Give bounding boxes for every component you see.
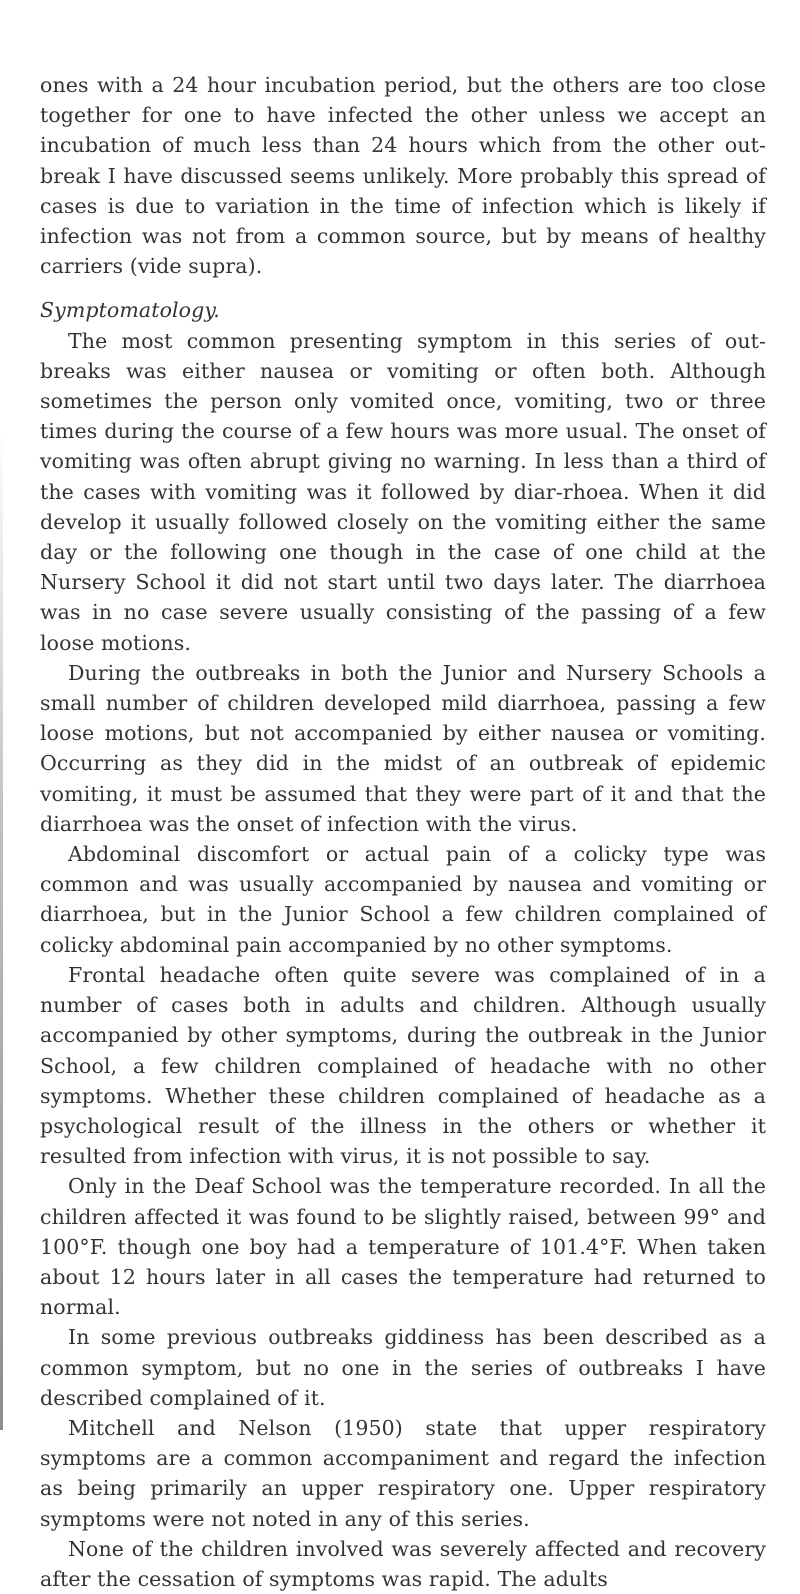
paragraph: During the outbreaks in both the Junior and Nursery Schools a small number of children developed mild diarrhoea, passing a few loose motions, but not accompanied by either nausea or vomiting. Occurring as they did in the midst of an outbreak of epidemic vomiting, it must be assumed that they were part of it and that the diarrhoea was the onset of infection with the virus. — [40, 660, 766, 836]
paragraph: Only in the Deaf School was the temperature recorded. In all the children affected it was found to be slightly raised, between 99° and 100°F. though one boy had a temperature of 101.4°F. When taken about 12 hours later in all cases the temperature had returned to normal. — [40, 1174, 766, 1320]
paragraph: The most common presenting symptom in this series of out-breaks was either nausea or vomiting or often both. Although sometimes the person only vomited once, vomiting, two or three times during the course of a few hours was more usual. The onset of vomiting was often abrupt giving no warning. In less than a third of the cases with vomiting was it followed by diar-rhoea. When it did develop it usually followed closely on the vomiting either the same day or the following one though in the case of one child at the Nursery School it did not start until two days later. The diarrhoea was in no case severe usually consisting of the passing of a few loose motions. — [40, 328, 766, 655]
paragraph: None of the children involved was severely affected and recovery after the cessation of symptoms was rapid. The adults — [40, 1536, 766, 1591]
paragraph: Mitchell and Nelson (1950) state that upper respiratory symptoms are a common accompaniment and regard the infection as being primarily an upper respiratory one. Upper respiratory symptoms were not noted in any of this series. — [40, 1415, 766, 1531]
paragraph-intro: ones with a 24 hour incubation period, but the others are too close together for one to have infected the other unless we accept an incubation of much less than 24 hours which from the other out-break I have discussed seems unlikely. More probably this spread of cases is due to variation in the time of infection which is likely if infection was not from a common source, but by means of healthy carriers (vide supra). — [40, 73, 766, 279]
body-text — [40, 70, 766, 1594]
paragraph: Abdominal discomfort or actual pain of a colicky type was common and was usually accompanied by nausea and vomiting or diarrhoea, but in the Junior School a few children complained of colicky abdominal pain accompanied by no other symptoms. — [40, 842, 766, 957]
paragraph: Frontal headache often quite severe was complained of in a number of cases both in adults and children. Although usually accompanied by other symptoms, during the outbreak in the Junior School, a few children complained of headache with no other symptoms. Whether these children complained of headache as a psychological result of the illness in the others or whether it resulted from infection with virus, it is not possible to say. — [40, 962, 766, 1169]
paragraph: In some previous outbreaks giddiness has been described as a common symptom, but no one in the series of outbreaks I have described complained of it. — [40, 1325, 766, 1410]
section-heading: Symptomatology. — [40, 298, 220, 323]
page-edge-shadow — [0, 430, 3, 1430]
